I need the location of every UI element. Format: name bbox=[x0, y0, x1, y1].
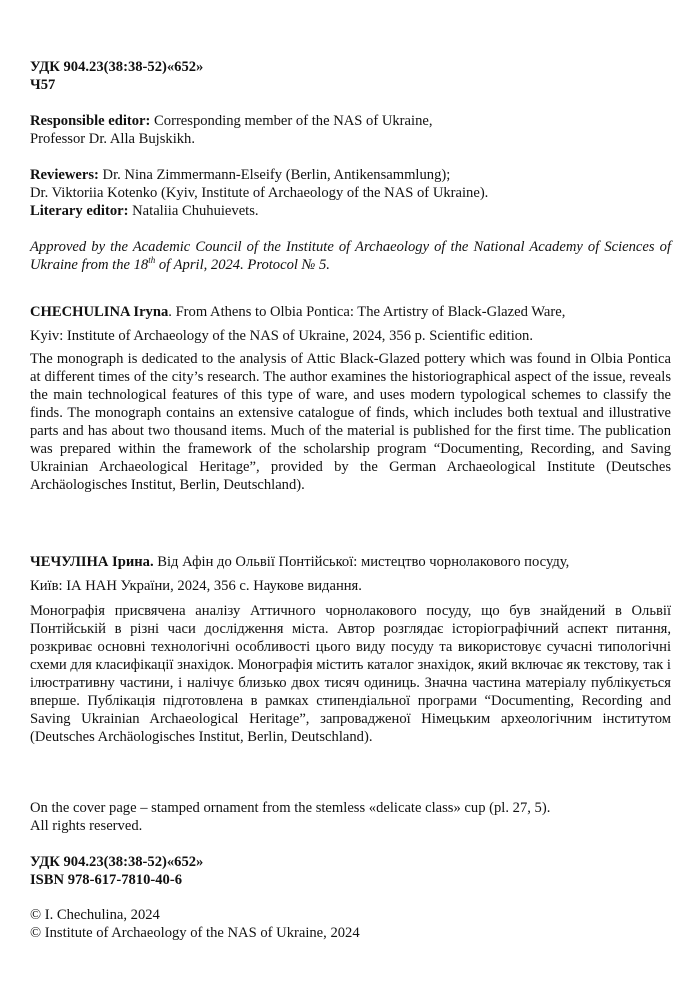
english-abstract bbox=[30, 350, 671, 494]
literary-editor-line bbox=[30, 202, 671, 220]
cover-note-line2: All rights reserved. bbox=[30, 818, 143, 834]
approval-statement bbox=[30, 238, 671, 274]
udk-top-block bbox=[30, 58, 671, 94]
udk-code-bottom: УДК 904.23(38:38-52)«652» bbox=[30, 854, 204, 870]
responsible-editor-text1: Corresponding member of the NAS of Ukraine, bbox=[150, 113, 433, 129]
ukrainian-title-line bbox=[30, 550, 671, 574]
ukrainian-imprint: Київ: ІА НАН України, 2024, 356 с. Наукове видання. bbox=[30, 578, 362, 594]
udk-bottom-block bbox=[30, 853, 671, 889]
responsible-editor-label: Responsible editor: bbox=[30, 113, 151, 129]
reviewers-block bbox=[30, 166, 671, 220]
cover-note-block bbox=[30, 799, 671, 835]
approval-text-b: of April, 2024. Protocol № 5. bbox=[155, 257, 330, 273]
english-author: CHECHULINA Iryna bbox=[30, 304, 169, 320]
reviewers-line1 bbox=[30, 166, 671, 184]
ukrainian-abstract-text: Монографія присвячена аналізу Аттичного чорнолакового посуду, що був знайдений в Ольвії Понтійській в різні часи дослідження міста. Автор розглядає історіографічний аспект питання, розкриває основні технологічні особливості цього виду посуду та використовує сучасні типологічні схеми для класифікації знахідок. Монографія містить каталог знахідок, який включає як текстову, так і ілюстративну частини, і налічує близько двох тисяч одиниць. Значна частина матеріалу публікується вперше. Публікація підготовлена в рамках стипендіальної програми “Documenting, Recording and Saving Ukrainian Archaeological Heritage”, запровадженої Німецьким археологічним інститутом (Deutsches Archäologisches Institut, Berlin, Deutschland). bbox=[30, 603, 671, 745]
english-title: . From Athens to Olbia Pontica: The Artistry of Black-Glazed Ware, bbox=[168, 304, 566, 320]
english-citation bbox=[30, 300, 671, 348]
cover-note-line1: On the cover page – stamped ornament from the stemless «delicate class» cup (pl. 27, 5). bbox=[30, 800, 551, 816]
copyright-line1: © I. Chechulina, 2024 bbox=[30, 907, 160, 923]
english-imprint: Kyiv: Institute of Archaeology of the NAS of Ukraine, 2024, 356 p. Scientific edition. bbox=[30, 328, 533, 344]
copyright-block bbox=[30, 906, 671, 942]
responsible-editor-block bbox=[30, 112, 671, 148]
isbn: ISBN 978-617-7810-40-6 bbox=[30, 872, 183, 888]
english-abstract-text: The monograph is dedicated to the analysis of Attic Black-Glazed pottery which was found in Olbia Pontica at different times of the city’s research. The author examines the historiographical aspect of the issue, reveals the main technological features of this type of ware, and uses modern typological schemes to classify the finds. The monograph contains an extensive catalogue of finds, which includes both textual and illustrative parts and has about two thousand items. Much of the material is published for the first time. The publication was prepared within the framework of the scholarship program “Documenting, Recording, and Saving Ukrainian Archaeological Heritage”, provided by the German Archaeological Institute (Deutsches Archäologisches Institut, Berlin, Deutschland). bbox=[30, 351, 671, 493]
responsible-editor-line2: Professor Dr. Alla Bujskikh. bbox=[30, 131, 195, 147]
literary-editor-label: Literary editor: bbox=[30, 203, 129, 219]
reviewers-text1: Dr. Nina Zimmermann-Elseify (Berlin, Antikensammlung); bbox=[98, 167, 451, 183]
approval-sup: th bbox=[148, 255, 156, 266]
copyright-line2: © Institute of Archaeology of the NAS of Ukraine, 2024 bbox=[30, 925, 360, 941]
ukrainian-title: Від Афін до Ольвії Понтійської: мистецтво чорнолакового посуду, bbox=[153, 554, 570, 570]
ukrainian-abstract bbox=[30, 602, 671, 746]
reviewers-label: Reviewers: bbox=[30, 167, 99, 183]
ukrainian-citation bbox=[30, 550, 671, 598]
shelf-mark: Ч57 bbox=[30, 77, 56, 93]
udk-code: УДК 904.23(38:38-52)«652» bbox=[30, 59, 204, 75]
ukrainian-author: ЧЕЧУЛІНА Ірина. bbox=[30, 554, 154, 570]
english-title-line bbox=[30, 300, 671, 324]
reviewers-line2: Dr. Viktoriia Kotenko (Kyiv, Institute of Archaeology of the NAS of Ukraine). bbox=[30, 185, 489, 201]
approval-text-a: Approved by the Academic Council of the Institute of Archaeology of the National Academy of Sciences of Ukraine from the 18 bbox=[30, 239, 671, 273]
literary-editor-text: Nataliia Chuhuievets. bbox=[128, 203, 259, 219]
responsible-editor-line1 bbox=[30, 112, 671, 130]
